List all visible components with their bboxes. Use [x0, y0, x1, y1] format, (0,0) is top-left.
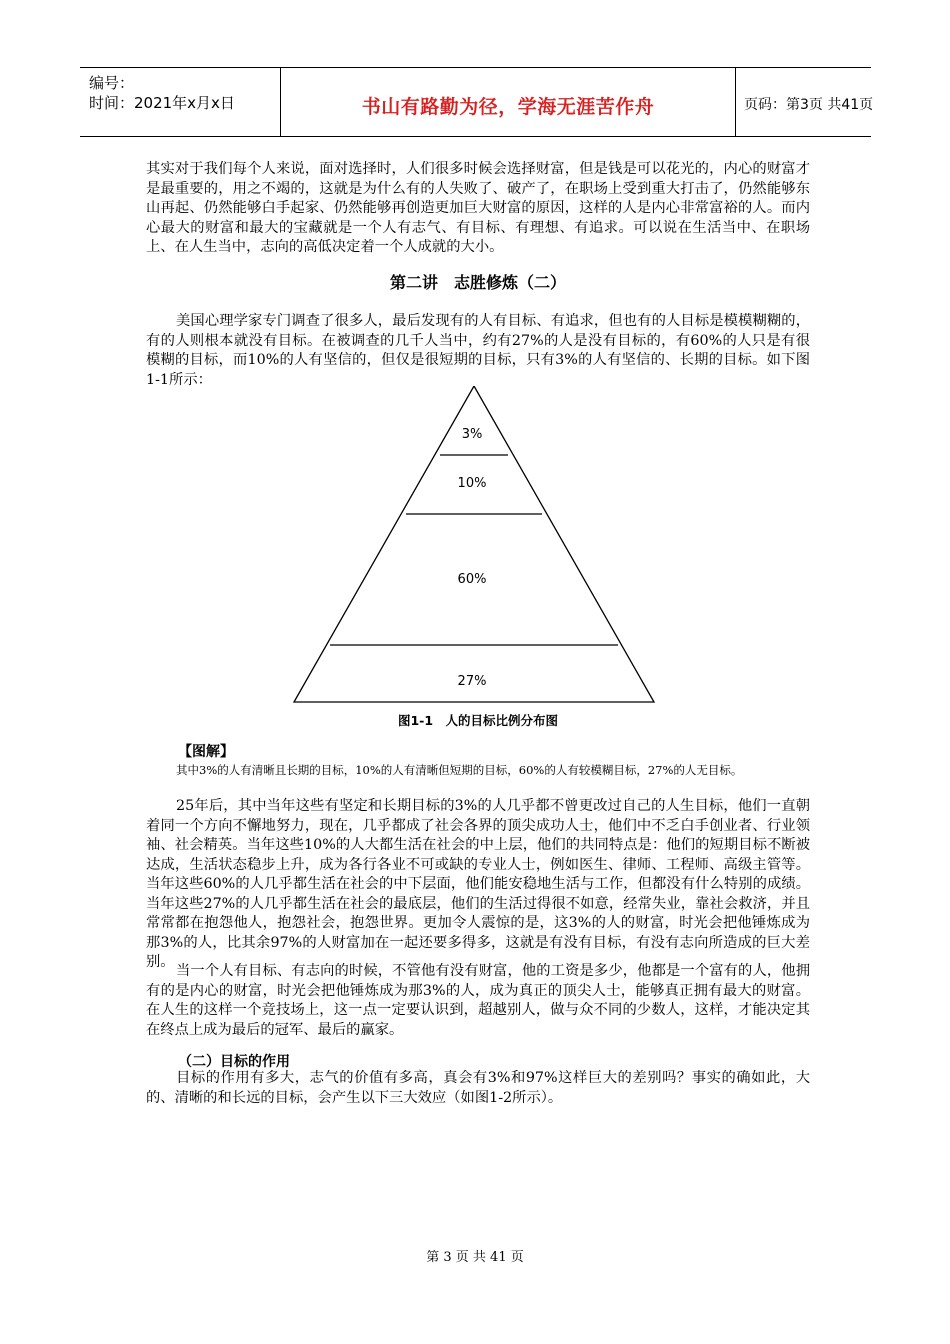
pyramid-level-2: 10% — [457, 476, 487, 491]
survey-paragraph: 美国心理学家专门调查了很多人，最后发现有的人有目标、有追求，但也有的人目标是模模糊糊的，有的人则根本就没有目标。在被调查的几千人当中，约有27%的人是没有目标的，有60%的人只是有很模糊的目标，而10%的人有坚信的，但仅是很短期的目标，只有3%的人有坚信的、长期的目标。如下图1-1所示： — [146, 313, 810, 388]
intro-paragraph: 其实对于我们每个人来说，面对选择时，人们很多时候会选择财富，但是钱是可以花光的，内心的财富才是最重要的，用之不竭的，这就是为什么有的人失败了、破产了，在职场上受到重大打击了，仍然能够东山再起、仍然能够白手起家、仍然能够再创造更加巨大财富的原因，这样的人是内心非常富裕的人。而内心最大的财富和最大的宝藏就是一个人有志气、有目标、有理想、有追求。可以说在生活当中、在职场上、在人生当中，志向的高低决定着一个人成就的大小。 — [146, 161, 810, 255]
wealth-paragraph: 当一个人有目标、有志向的时候，不管他有没有财富，他的工资是多少，他都是一个富有的人，他拥有的是内心的财富，时光会把他锤炼成为那3%的人，成为真正的顶尖人士，能够真正拥有最大的财富。在人生的这样一个竞技场上，这一点一定要认识到，超越别人，做与众不同的少数人，这样，才能决定其在终点上成为最后的冠军、最后的赢家。 — [146, 963, 810, 1038]
figure-caption: 图1-1 人的目标比例分布图 — [397, 713, 559, 728]
motto-text: 书山有路勤为径，学海无涯苦作舟 — [361, 96, 655, 118]
results-paragraph: 25年后，其中当年这些有坚定和长期目标的3%的人几乎都不曾更改过自己的人生目标，他们一直朝着同一个方向不懈地努力，现在，几乎都成了社会各界的顶尖成功人士，他们中不乏白手创业者、行业领袖、社会精英。当年这些10%的人大都生活在社会的中上层，他们的共同特点是：他们的短期目标不断被达成，生活状态稳步上升，成为各行各业不可或缺的专业人士，例如医生、律师、工程师、高级主管等。当年这些60%的人几乎都生活在社会的中下层面，他们能安稳地生活与工作，但都没有什么特别的成绩。当年这些27%的人几乎都生活在社会的最底层，他们的生活过得很不如意，经常失业，靠社会救济，并且常常都在抱怨他人，抱怨社会，抱怨世界。更加令人震惊的是，这3%的人的财富，时光会把他锤炼成为那3%的人，比其余97%的人财富加在一起还要多得多，这就是有没有目标，有没有志向所造成的巨大差别。 — [146, 798, 810, 970]
header-page-cell — [735, 68, 874, 136]
diagram-note: 其中3%的人有清晰且长期的目标，10%的人有清晰但短期的目标，60%的人有较模糊目标，27%的人无目标。 — [176, 763, 743, 777]
subsection-title: （二）目标的作用 — [178, 1054, 290, 1070]
header-motto-cell — [280, 68, 736, 136]
goal-pyramid-diagram — [290, 386, 660, 706]
pyramid-level-bottom: 27% — [457, 674, 487, 689]
page-footer: 第 3 页 共 41 页 — [426, 1250, 524, 1265]
pyramid-level-top: 3% — [461, 427, 483, 442]
diagram-heading: 【图解】 — [178, 744, 234, 760]
pyramid-level-3: 60% — [457, 572, 487, 587]
section-title: 第二讲 志胜修炼（二） — [389, 273, 566, 292]
time-label: 时间：2021年x月x日 — [89, 94, 235, 112]
purpose-paragraph: 目标的作用有多大，志气的价值有多高，真会有3%和97%这样巨大的差别吗？事实的确如此，大的、清晰的和长远的目标，会产生以下三大效应（如图1-2所示）。 — [146, 1070, 810, 1106]
serial-label: 编号： — [89, 74, 135, 92]
page-code: 页码：第3页 共41页 — [744, 97, 874, 113]
header-meta — [80, 68, 280, 136]
page-header — [80, 67, 874, 137]
